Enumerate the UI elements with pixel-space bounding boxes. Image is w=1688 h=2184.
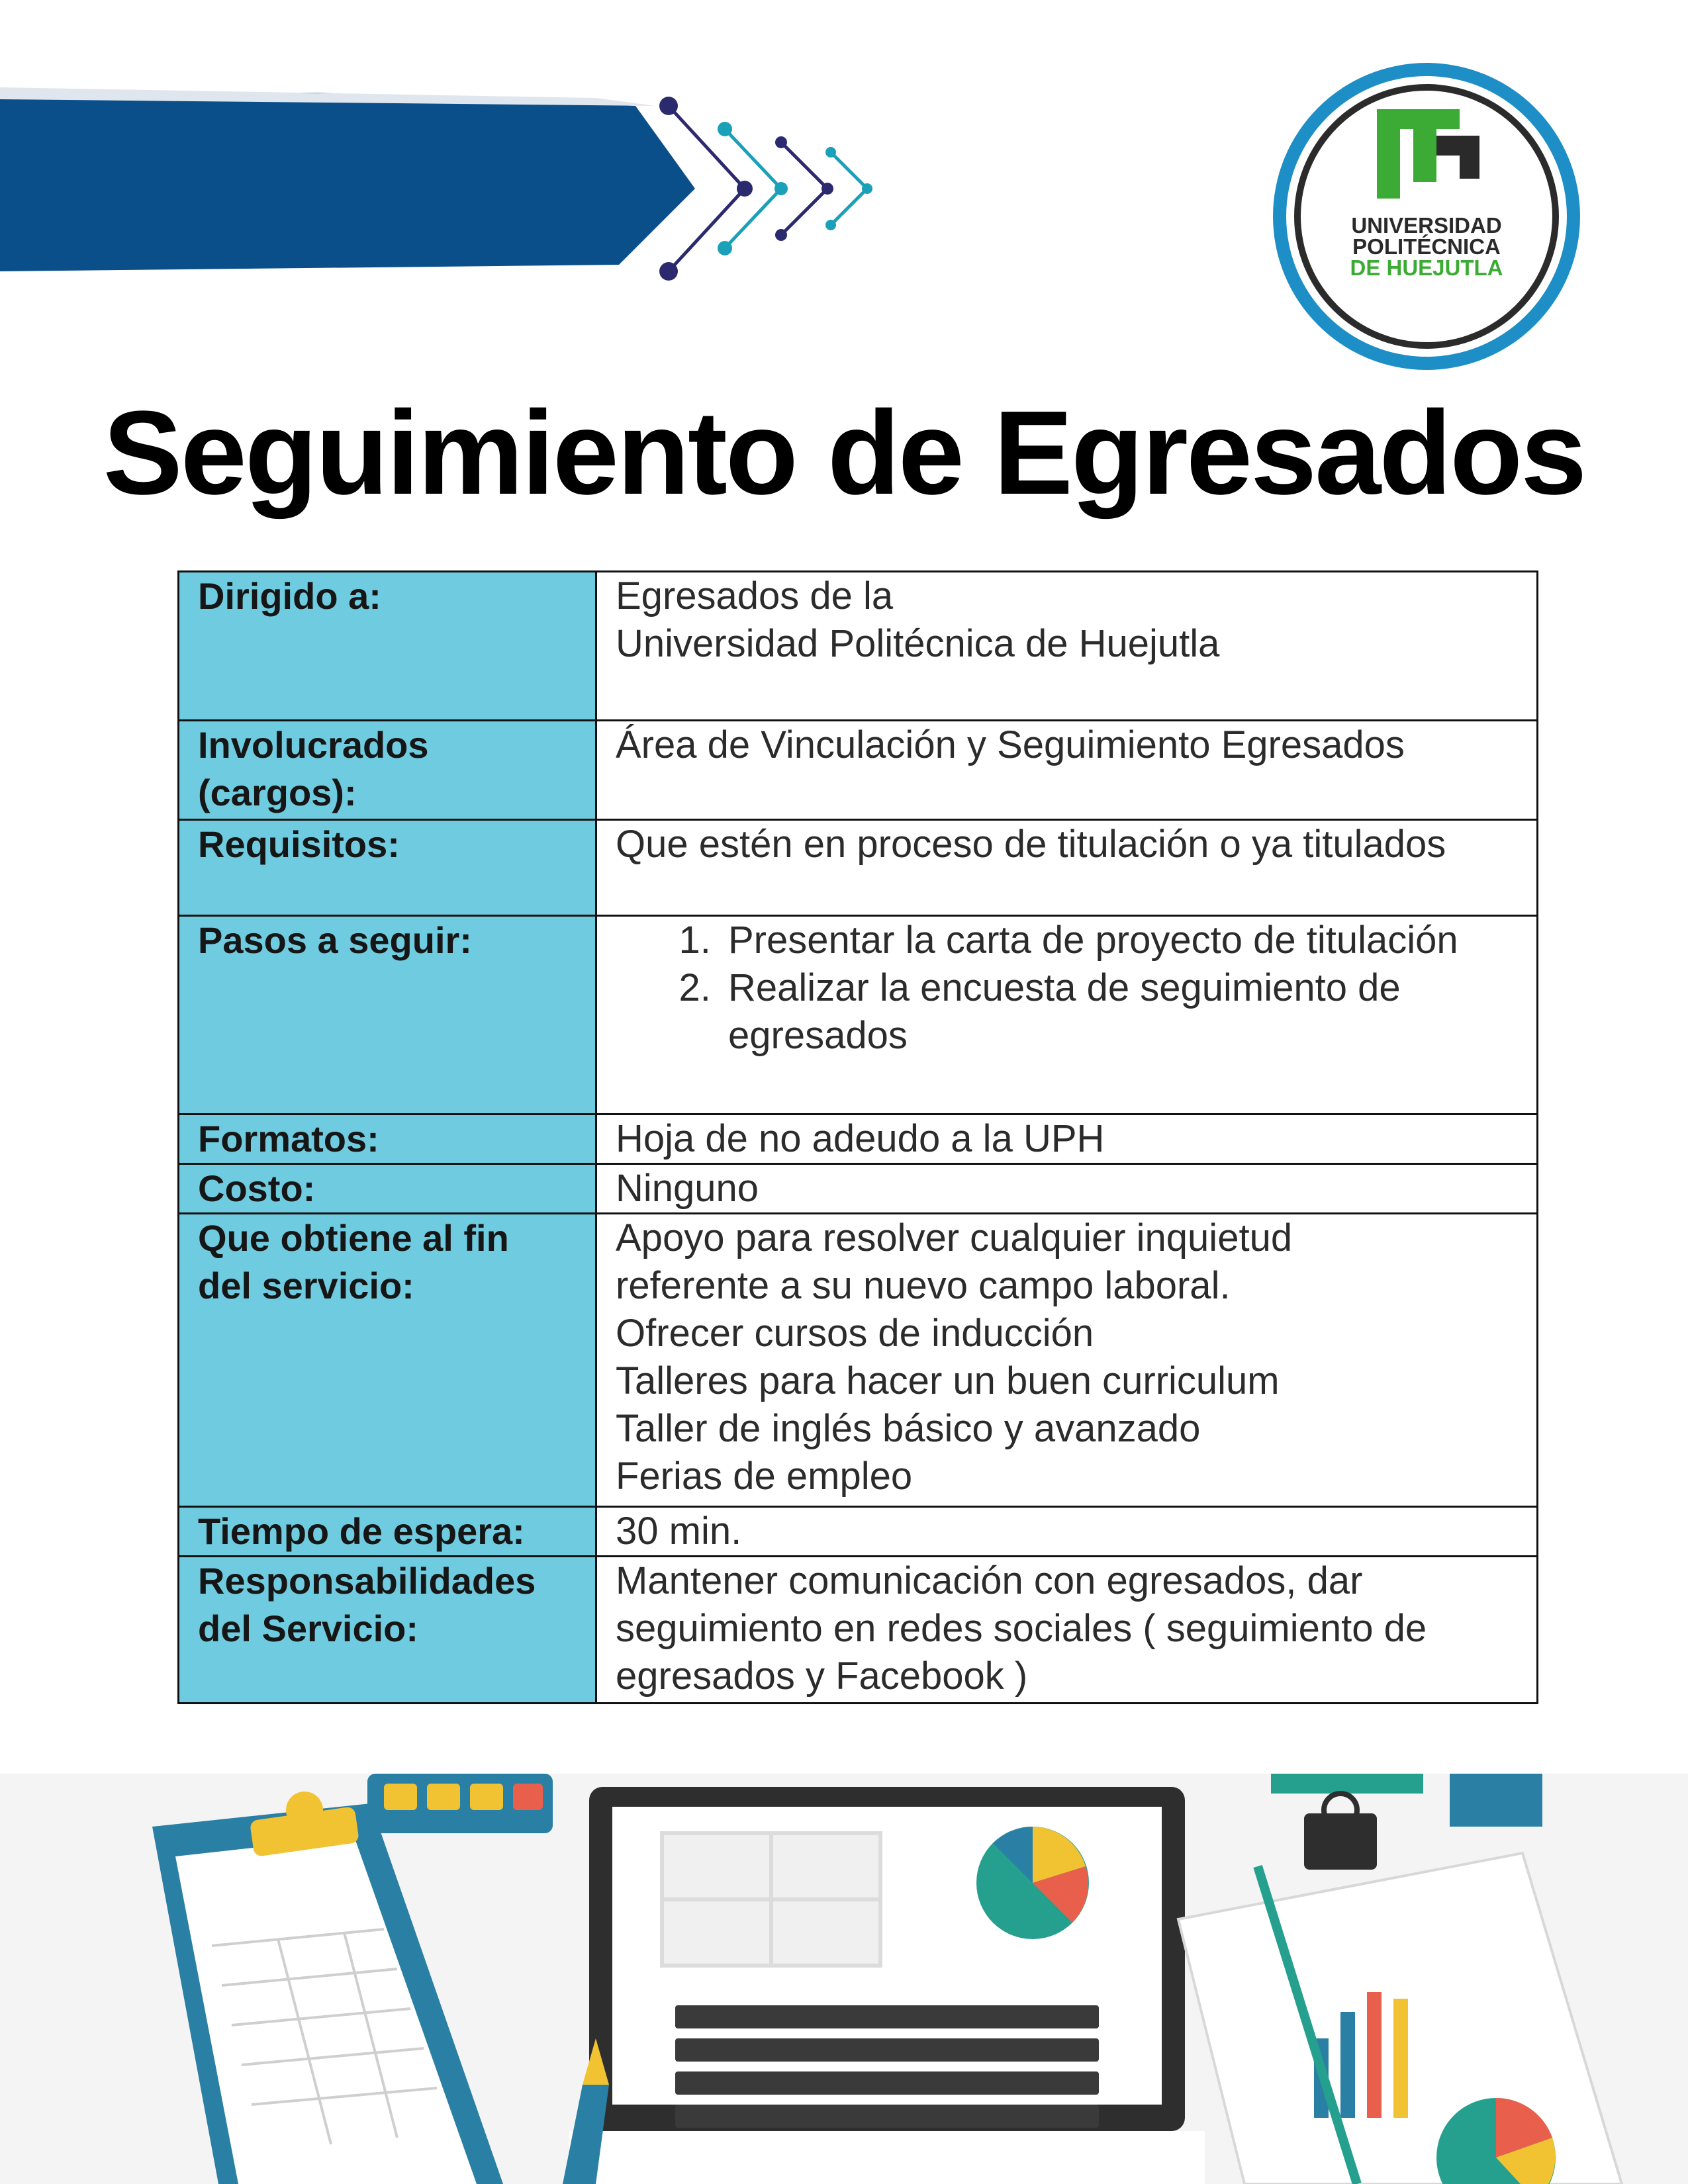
office-illustration: [0, 1774, 1688, 2184]
list-item: 2. Realizar la encuesta de seguimiento de egresados: [722, 964, 1536, 1060]
row-label: Pasos a seguir:: [179, 916, 596, 1115]
row-value: Egresados de la Universidad Politécnica de Huejutla: [596, 572, 1538, 721]
table-row: [179, 1557, 1538, 1704]
row-label: Que obtiene al fin del servicio:: [179, 1214, 596, 1507]
calculator-icon: [367, 1774, 553, 1833]
table-row: [179, 1214, 1538, 1507]
logo-text-line3: DE HUEJUTLA: [1350, 255, 1503, 280]
row-label: Requisitos:: [179, 820, 596, 916]
table-row: [179, 1507, 1538, 1557]
row-value: Que estén en proceso de titulación o ya titulados: [596, 820, 1538, 916]
page-title: Seguimiento de Egresados: [103, 387, 1585, 520]
row-label: Formatos:: [179, 1115, 596, 1164]
row-value: Ninguno: [596, 1164, 1538, 1214]
row-value: Mantener comunicación con egresados, dar seguimiento en redes sociales ( seguimiento de egresados y Facebook ): [596, 1557, 1538, 1704]
arrow-dots-icon: [669, 106, 867, 271]
table-row: [179, 1115, 1538, 1164]
row-label: Costo:: [179, 1164, 596, 1214]
row-value: Área de Vinculación y Seguimiento Egresados: [596, 721, 1538, 820]
row-label: Dirigido a:: [179, 572, 596, 721]
row-value: Apoyo para resolver cualquier inquietud referente a su nuevo campo laboral. Ofrecer cursos de inducción Talleres para hacer un buen curriculum Taller de inglés básico y avanzado Ferias de empleo: [596, 1214, 1538, 1507]
laptop-icon: [569, 1787, 1205, 2184]
table-row: [179, 721, 1538, 820]
row-label: Responsabilidades del Servicio:: [179, 1557, 596, 1704]
steps-list: [616, 917, 1536, 1060]
logo-text-line2: POLITÉCNICA: [1352, 234, 1501, 259]
table-row: [179, 572, 1538, 721]
row-value: Hoja de no adeudo a la UPH: [596, 1115, 1538, 1164]
row-label: Involucrados (cargos):: [179, 721, 596, 820]
logo-text-line1: UNIVERSIDAD: [1351, 213, 1502, 238]
row-label: Tiempo de espera:: [179, 1507, 596, 1557]
list-item: 1. Presentar la carta de proyecto de titulación: [722, 917, 1536, 964]
row-value: 30 min.: [596, 1507, 1538, 1557]
service-info-table: [177, 570, 1538, 1704]
table-row: [179, 916, 1538, 1115]
table-row: [179, 1164, 1538, 1214]
row-value: [596, 916, 1538, 1115]
table-row: [179, 820, 1538, 916]
